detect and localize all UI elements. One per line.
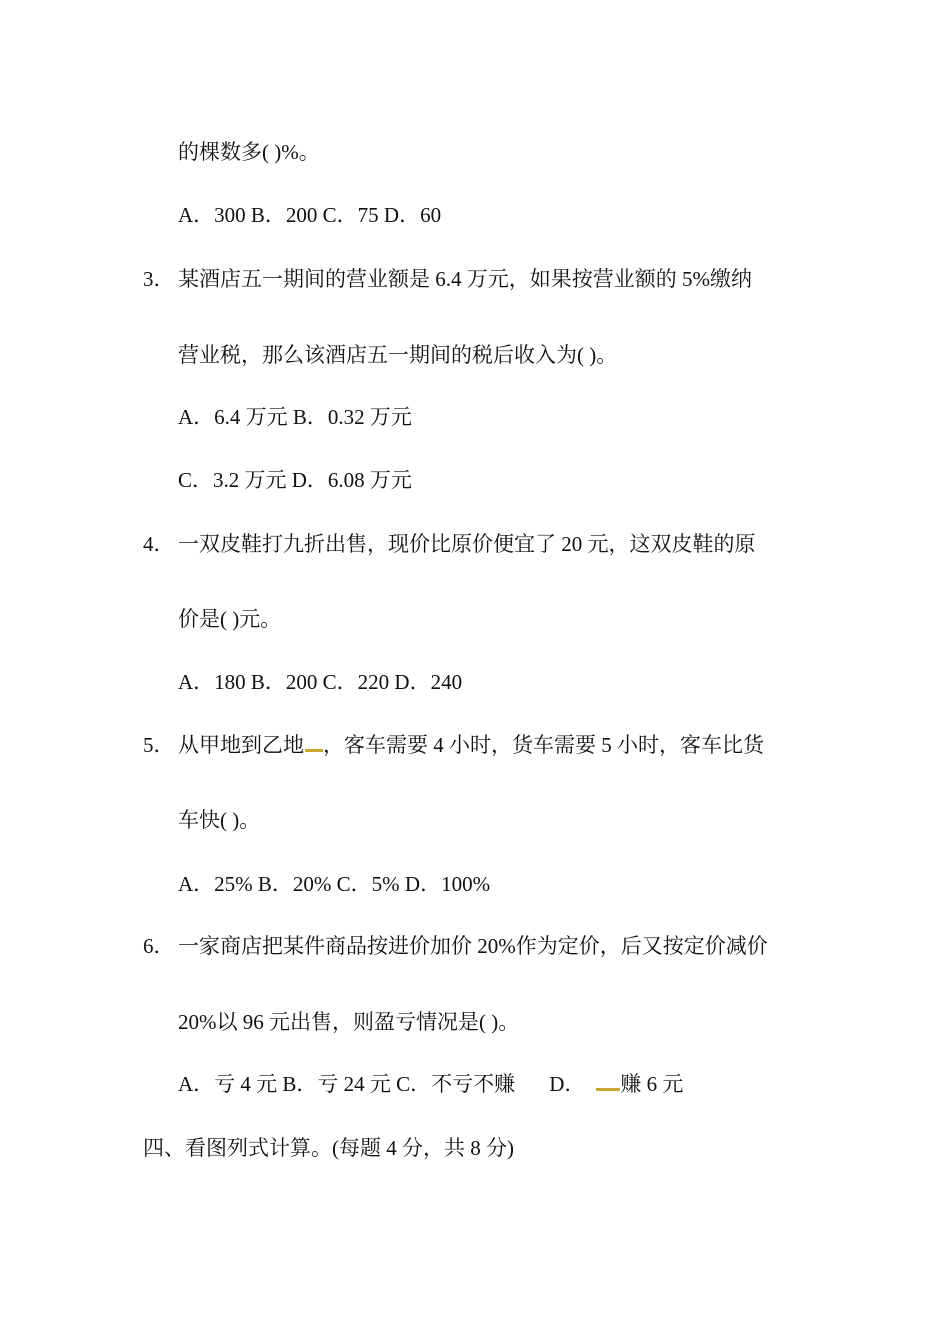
q6-text-line2: 20%以 96 元出售，则盈亏情况是( )。 <box>178 1010 520 1034</box>
q6-options-abc: A．亏 4 元 B．亏 24 元 C．不亏不赚 <box>178 1072 516 1096</box>
q5-text-line1 <box>178 731 764 759</box>
q4-text-line2: 价是( )元。 <box>178 607 282 631</box>
q3-text-line2: 营业税，那么该酒店五一期间的税后收入为( )。 <box>178 343 618 367</box>
q4-number: 4． <box>143 532 175 556</box>
highlight-mark <box>305 749 323 752</box>
q4-text-line1: 一双皮鞋打九折出售，现价比原价便宜了 20 元，这双皮鞋的原 <box>178 532 756 556</box>
q5-options: A．25% B．20% C．5% D．100% <box>178 872 491 896</box>
q6-option-d-label: D． <box>549 1072 586 1096</box>
q3-number: 3． <box>143 267 175 291</box>
section-four-heading: 四、看图列式计算。(每题 4 分，共 8 分) <box>143 1136 514 1160</box>
highlight-mark <box>596 1088 620 1091</box>
q2-continuation-line: 的棵数多( )%。 <box>178 140 320 164</box>
q6-text-line1: 一家商店把某件商品按进价加价 20%作为定价，后又按定价减价 <box>178 934 768 958</box>
q3-text-line1: 某酒店五一期间的营业额是 6.4 万元，如果按营业额的 5%缴纳 <box>178 267 752 291</box>
q2-options: A．300 B．200 C．75 D．60 <box>178 203 442 227</box>
q6-options <box>178 1070 683 1098</box>
q5-text-part1: 从甲地到乙地 <box>178 733 304 757</box>
q5-text-part2: ，客车需要 4 小时，货车需要 5 小时，客车比货 <box>323 733 764 757</box>
q5-number: 5． <box>143 733 175 757</box>
q6-number: 6． <box>143 934 175 958</box>
q5-text-line2: 车快( )。 <box>178 808 261 832</box>
q4-options: A．180 B．200 C．220 D．240 <box>178 670 463 694</box>
q3-options-cd: C．3.2 万元 D．6.08 万元 <box>178 468 412 492</box>
q6-option-d-text: 赚 6 元 <box>620 1072 684 1096</box>
q3-options-ab: A．6.4 万元 B．0.32 万元 <box>178 405 412 429</box>
